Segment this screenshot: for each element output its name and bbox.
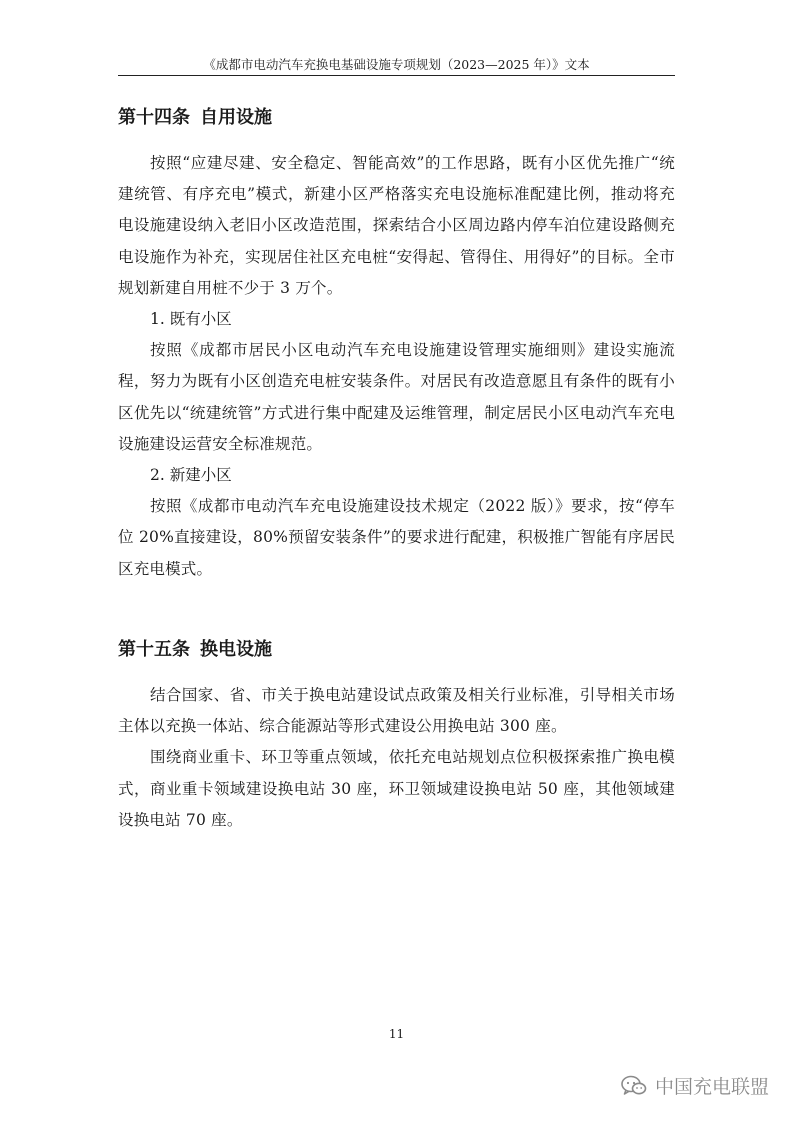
header-divider [118,75,675,76]
wechat-icon [621,1075,647,1097]
article-15-name: 换电设施 [200,639,272,660]
paragraph: 按照“应建尽建、安全稳定、智能高效”的工作思路，既有小区优先推广“统建统管、有序充电”模式，新建小区严格落实充电设施标准配建比例，推动将充电设施建设纳入老旧小区改造范围，探索结合小区周边路内停车泊位建设路侧充电设施作为补充，实现居住社区充电桩“安得起、管得住、用得好”的目标。全市规划新建自用桩不少于 3 万个。 [118,154,675,297]
document-header: 《成都市电动汽车充换电基础设施专项规划（2023—2025 年）》文本 [203,57,590,72]
watermark [621,1072,769,1099]
subheading-existing-communities: 1. 既有小区 [150,310,232,329]
paragraph: 按照《成都市居民小区电动汽车充电设施建设管理实施细则》建设实施流程，努力为既有小区创造充电桩安装条件。对居民有改造意愿且有条件的既有小区优先以“统建统管”方式进行集中配建及运维管理，制定居民小区电动汽车充电设施建设运营安全标准规范。 [118,341,675,453]
subheading-new-communities: 2. 新建小区 [150,466,232,485]
article-14-heading [118,106,675,130]
article-15 [118,638,675,836]
article-14-name: 自用设施 [200,107,272,128]
article-15-heading [118,638,675,662]
paragraph: 结合国家、省、市关于换电站建设试点政策及相关行业标准，引导相关市场主体以充换一体站、综合能源站等形式建设公用换电站 300 座。 [118,686,675,736]
article-15-number: 第十五条 [118,639,190,660]
article-14-body [118,148,675,585]
watermark-text: 中国充电联盟 [654,1076,769,1098]
article-14 [118,106,675,585]
article-14-number: 第十四条 [118,107,190,128]
page-number: 11 [388,1027,405,1041]
paragraph: 按照《成都市电动汽车充电设施建设技术规定（2022 版）》要求，按“停车位 20%直接建设，80%预留安装条件”的要求进行配建，积极推广智能有序居民区充电模式。 [118,497,675,578]
paragraph: 围绕商业重卡、环卫等重点领域，依托充电站规划点位积极探索推广换电模式，商业重卡领域建设换电站 30 座，环卫领域建设换电站 50 座，其他领域建设换电站 70 座。 [118,748,675,829]
article-15-body [118,680,675,836]
